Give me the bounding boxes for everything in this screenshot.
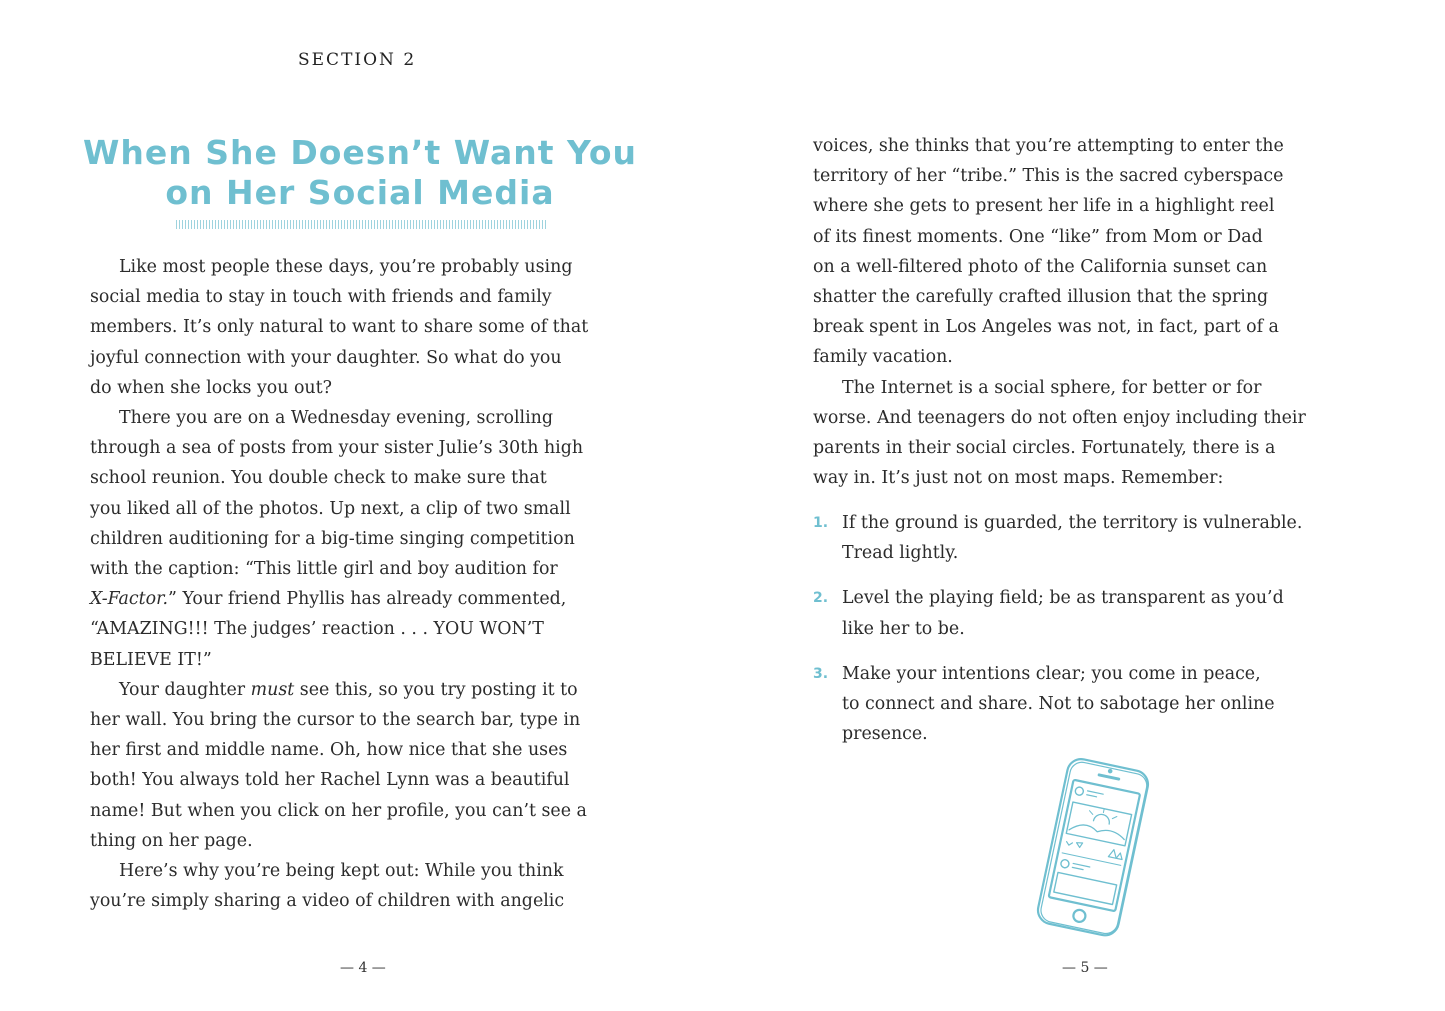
title-line-2: on Her Social Media <box>165 173 555 212</box>
list-number: 1. <box>813 515 829 531</box>
paragraph: Here’s why you’re being kept out: While you think you’re simply sharing a video of children with angelic <box>90 861 565 912</box>
title-line-1: When She Doesn’t Want You <box>82 133 638 172</box>
section-label: SECTION 2 <box>298 50 417 70</box>
list-number: 2. <box>813 590 829 607</box>
italic-show-name: X-Factor. <box>90 589 169 610</box>
list-item: 2. Level the playing field; be as transparent as you’d like her to be. <box>813 583 1358 643</box>
emphasis: must <box>250 679 295 700</box>
paragraph: The Internet is a social sphere, for better or for worse. And teenagers do not often enjoy including their parents in their social circles. Fortunately, there is a way in. It’s just not on most maps. Remember: <box>813 377 1306 489</box>
paragraph: Like most people these days, you’re probably using social media to stay in touch with friends and family members. It’s only natural to want to share some of that joyful connection with your daughter. So what do you do when she locks you out? <box>90 257 589 398</box>
left-body-text <box>90 252 650 916</box>
list-item: 1. If the ground is guarded, the territory is vulnerable. Tread lightly. <box>813 508 1358 568</box>
page-number: — 4 — <box>340 960 386 976</box>
smartphone-icon <box>1022 755 1162 940</box>
title-underline-rule <box>176 220 546 229</box>
list-item: 3. Make your intentions clear; you come in peace, to connect and share. Not to sabotage her online presence. <box>813 659 1358 750</box>
page-number: — 5 — <box>1062 960 1108 976</box>
paragraph: voices, she thinks that you’re attempting to enter the territory of her “tribe.” This is the sacred cyberspace where she gets to present her life in a highlight reel of its finest moments. One “like” from Mom or Dad on a well-filtered photo of the California sunset can shatter the carefully crafted illusion that the spring break spent in Los Angeles was not, in fact, part of a family vacation. <box>813 136 1284 368</box>
right-body-text <box>813 131 1358 493</box>
paragraph: Your daughter must see this, so you try posting it to her wall. You bring the cursor to the search bar, type in her first and middle name. Oh, how nice that she uses both! You always told her Rachel Lynn was a beautiful name! But when you click on her profile, you can’t see a thing on her page. <box>90 679 587 851</box>
paragraph: There you are on a Wednesday evening, scrolling through a sea of posts from your sister Julie’s 30th high school reunion. You double check to make sure that you liked all of the photos. Up next, a clip of two small children auditioning for a big-time singing competition with the caption: “This little girl and boy audition for X-Factor.” Your friend Phyllis has already commented, “AMAZING!!! The judges’ reaction . . . YOU WON’T BELIEVE IT!” <box>90 408 584 670</box>
numbered-list <box>813 508 1358 764</box>
right-page <box>722 0 1445 1011</box>
list-number: 3. <box>813 665 829 682</box>
chapter-title <box>60 133 660 213</box>
left-page <box>0 0 722 1011</box>
